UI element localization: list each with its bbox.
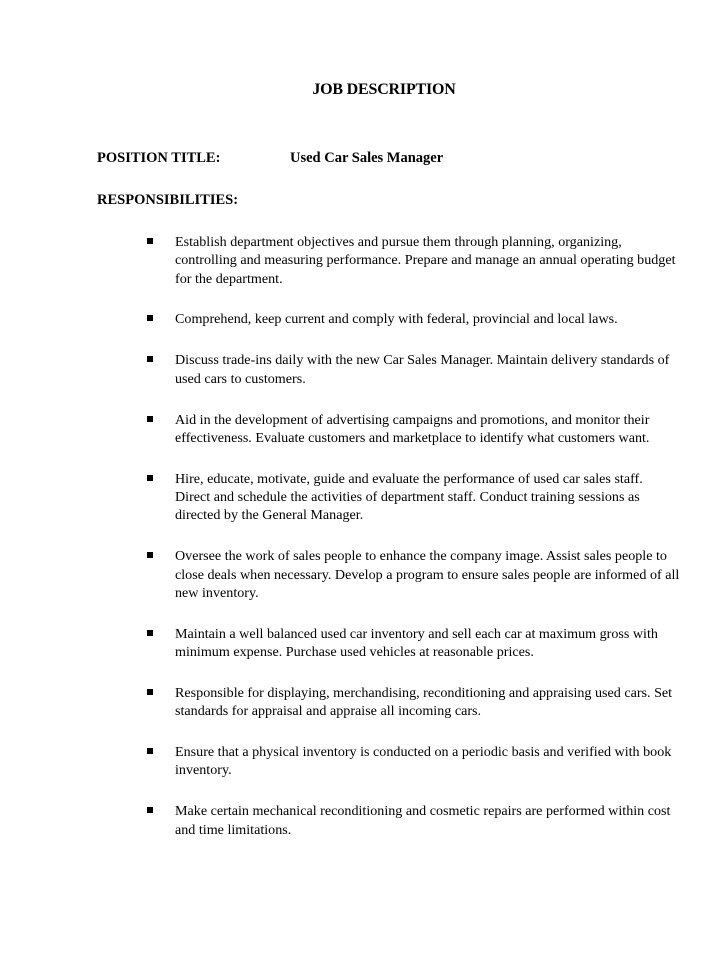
list-item: [0, 684, 720, 721]
responsibilities-heading: RESPONSIBILITIES:: [97, 192, 239, 208]
square-bullet-icon: [147, 552, 153, 558]
list-item: [0, 351, 720, 388]
responsibilities-list: [0, 233, 720, 861]
responsibility-text: Discuss trade-ins daily with the new Car Sales Manager. Maintain delivery standards of used cars to customers.: [175, 352, 670, 387]
responsibility-text: Ensure that a physical inventory is conducted on a periodic basis and verified with book inventory.: [175, 744, 672, 779]
list-item: [0, 547, 720, 602]
square-bullet-icon: [147, 356, 153, 362]
square-bullet-icon: [147, 238, 153, 244]
responsibility-text: Responsible for displaying, merchandising, reconditioning and appraising used cars. Set standards for appraisal and appraise all incoming cars.: [175, 684, 673, 720]
square-bullet-icon: [147, 748, 153, 754]
position-title-row: [97, 149, 443, 167]
list-item: [0, 802, 720, 839]
responsibility-text: Hire, educate, motivate, guide and evaluate the performance of used car sales staff. Direct and schedule the activities of department staff. Conduct training sessions as directed by the General Manager.: [175, 470, 643, 524]
position-title-label: POSITION TITLE:: [97, 150, 221, 166]
square-bullet-icon: [147, 807, 153, 813]
document-title: JOB DESCRIPTION: [312, 81, 456, 98]
position-title-value: Used Car Sales Manager: [290, 150, 444, 166]
responsibility-text: Oversee the work of sales people to enhance the company image. Assist sales people to close deals when necessary. Develop a program to ensure sales people are informed of all new inventory.: [175, 548, 680, 601]
list-item: [0, 411, 720, 448]
square-bullet-icon: [147, 315, 153, 321]
square-bullet-icon: [147, 630, 153, 636]
responsibility-text: Aid in the development of advertising campaigns and promotions, and monitor their effectiveness. Evaluate customers and marketplace to identify what customers want.: [175, 411, 650, 446]
list-item: [0, 470, 720, 525]
list-item: [0, 743, 720, 780]
square-bullet-icon: [147, 689, 153, 695]
responsibility-text: Establish department objectives and pursue them through planning, organizing, controlling and measuring performance. Prepare and manage an annual operating budget for the department.: [175, 234, 676, 287]
list-item: [0, 233, 720, 288]
square-bullet-icon: [147, 475, 153, 481]
square-bullet-icon: [147, 416, 153, 422]
responsibility-text: Make certain mechanical reconditioning and cosmetic repairs are performed within cost and time limitations.: [175, 803, 671, 838]
responsibility-text: Maintain a well balanced used car inventory and sell each car at maximum gross with minimum expense. Purchase used vehicles at reasonable prices.: [175, 625, 658, 661]
list-item: [0, 625, 720, 662]
responsibility-text: Comprehend, keep current and comply with federal, provincial and local laws.: [175, 311, 618, 328]
list-item: [0, 310, 720, 328]
